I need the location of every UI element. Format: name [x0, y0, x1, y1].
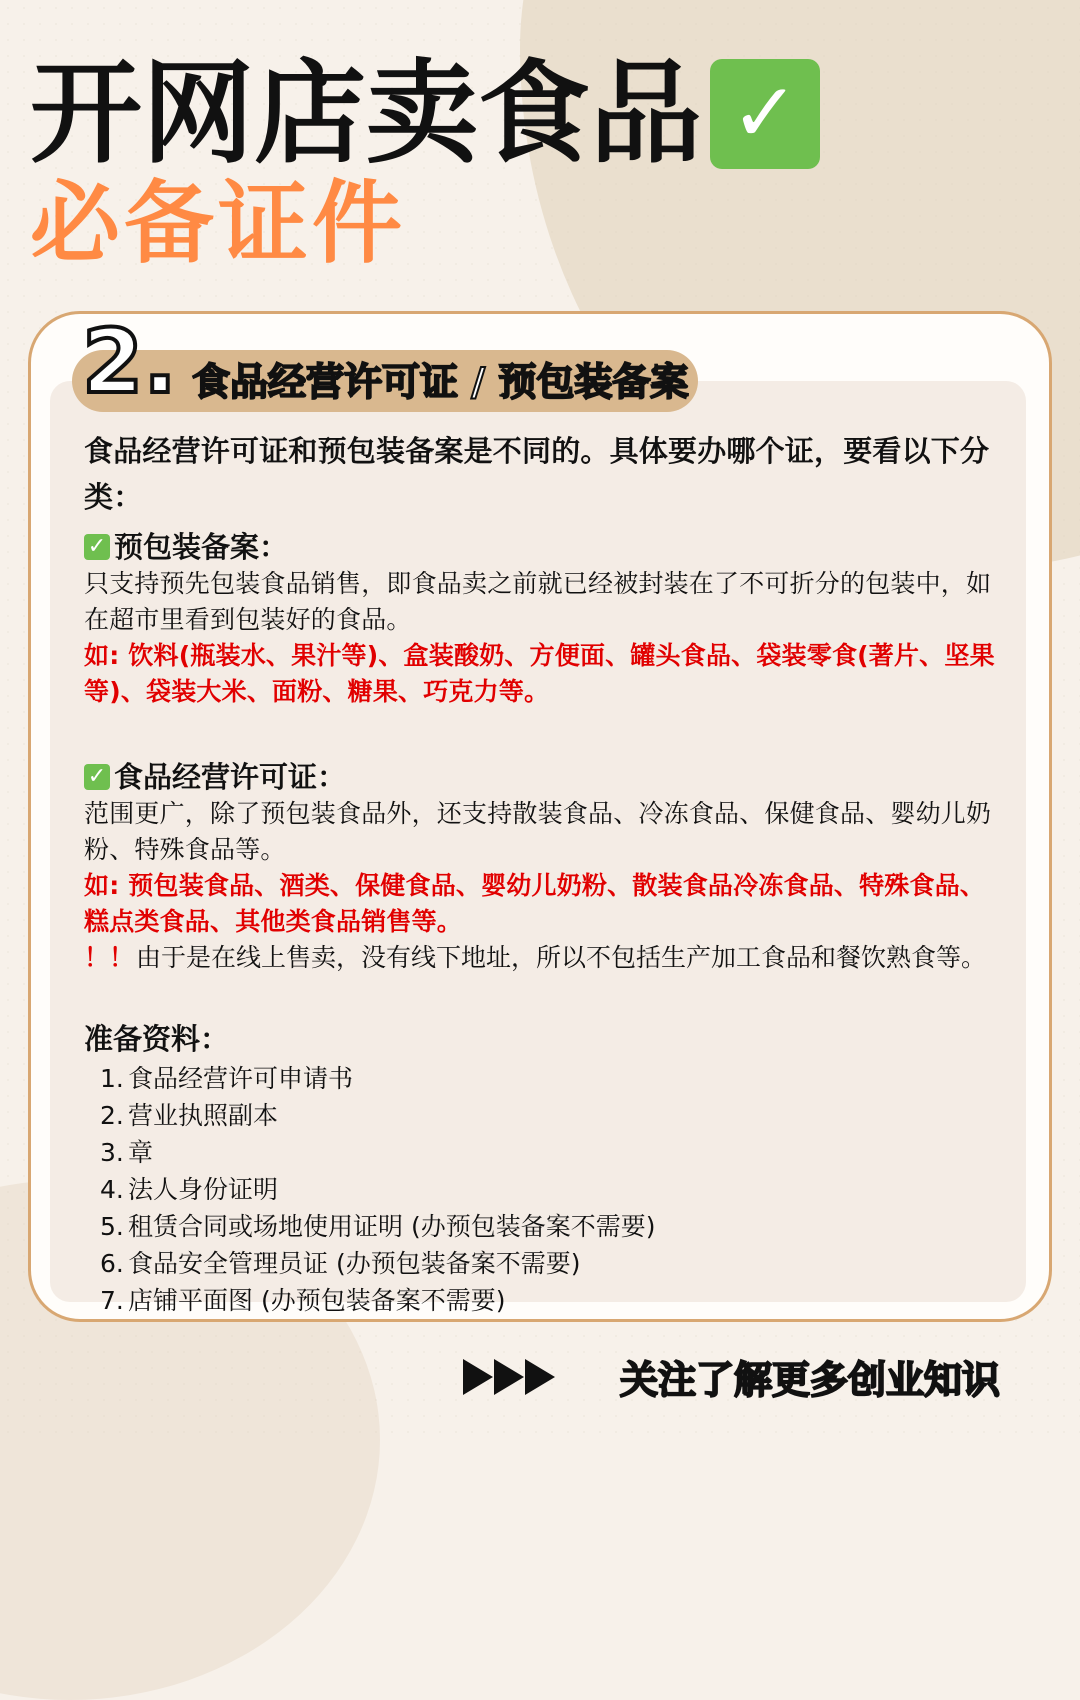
list-item-number: 1. [100, 1064, 124, 1093]
play-arrow-icon [525, 1359, 555, 1395]
play-arrow-icon [463, 1359, 493, 1395]
license-title: 食品经营许可证： [114, 760, 347, 794]
check-icon [84, 764, 110, 790]
license-heading [84, 758, 1004, 796]
section-number: 2. [82, 310, 177, 413]
prepackaged-heading [84, 528, 1004, 566]
article-content [84, 428, 1004, 1319]
check-symbol: ✓ [87, 534, 107, 559]
materials-title: 准备资料： [84, 1022, 230, 1056]
notice-text: 由于是在线上售卖，没有线下地址，所以不包括生产加工食品和餐饮熟食等。 [136, 943, 987, 972]
list-item-text: 食品经营许可申请书 [128, 1064, 354, 1093]
section-spacer [84, 710, 1004, 750]
list-item-text: 食品安全管理员证 (办预包装备案不需要) [128, 1249, 581, 1278]
list-item-number: 6. [100, 1249, 124, 1278]
list-item-number: 3. [100, 1138, 124, 1167]
list-item-text: 章 [128, 1138, 154, 1167]
page-title-text: 开网店卖食品 [30, 49, 702, 179]
list-item-text: 租赁合同或场地使用证明 (办预包装备案不需要) [128, 1212, 656, 1241]
check-symbol: ✓ [87, 764, 107, 789]
list-item [100, 1171, 1004, 1208]
check-symbol: ✓ [730, 66, 800, 161]
prepackaged-description: 只支持预先包装食品销售，即食品卖之前就已经被封装在了不可折分的包装中，如在超市里看到包装好的食品。 [84, 569, 992, 634]
list-item-number: 2. [100, 1101, 124, 1130]
materials-list [100, 1060, 1004, 1319]
list-item-text: 店铺平面图 (办预包装备案不需要) [128, 1286, 506, 1315]
list-item [100, 1282, 1004, 1319]
prepackaged-examples: 如: 饮料(瓶装水、果汁等)、盒装酸奶、方便面、罐头食品、袋装零食(著片、坚果等)、袋装大米、面粉、糖果、巧克力等。 [84, 641, 995, 706]
list-item [100, 1208, 1004, 1245]
list-item-number: 5. [100, 1212, 124, 1241]
list-item-number: 4. [100, 1175, 124, 1204]
section-heading: 食品经营许可证 / 预包装备案 [192, 360, 689, 404]
list-item [100, 1245, 1004, 1282]
list-item [100, 1060, 1004, 1097]
online-sales-notice [84, 940, 1004, 976]
list-item [100, 1134, 1004, 1171]
license-description: 范围更广，除了预包装食品外，还支持散装食品、冷冻食品、保健食品、婴幼儿奶粉、特殊食品等。 [84, 799, 992, 864]
footer-cta: 关注了解更多创业知识 [620, 1358, 1001, 1402]
warning-mark-icon: ！！ [84, 943, 135, 972]
prepackaged-title: 预包装备案： [114, 530, 289, 564]
page-subtitle: 必备证件 [30, 171, 406, 276]
footer-arrows [463, 1359, 563, 1399]
list-item-text: 法人身份证明 [128, 1175, 279, 1204]
check-icon [710, 59, 820, 169]
check-icon [84, 534, 110, 560]
list-item [100, 1097, 1004, 1134]
page-title-main [30, 49, 1050, 179]
list-item-text: 营业执照副本 [128, 1101, 279, 1130]
intro-text: 食品经营许可证和预包装备案是不同的。具体要办哪个证，要看以下分类： [84, 434, 990, 514]
play-arrow-icon [494, 1359, 524, 1395]
license-examples: 如: 预包装食品、酒类、保健食品、婴幼儿奶粉、散装食品冷冻食品、特殊食品、糕点类食品、其他类食品销售等。 [84, 871, 986, 936]
list-item-number: 7. [100, 1286, 124, 1315]
